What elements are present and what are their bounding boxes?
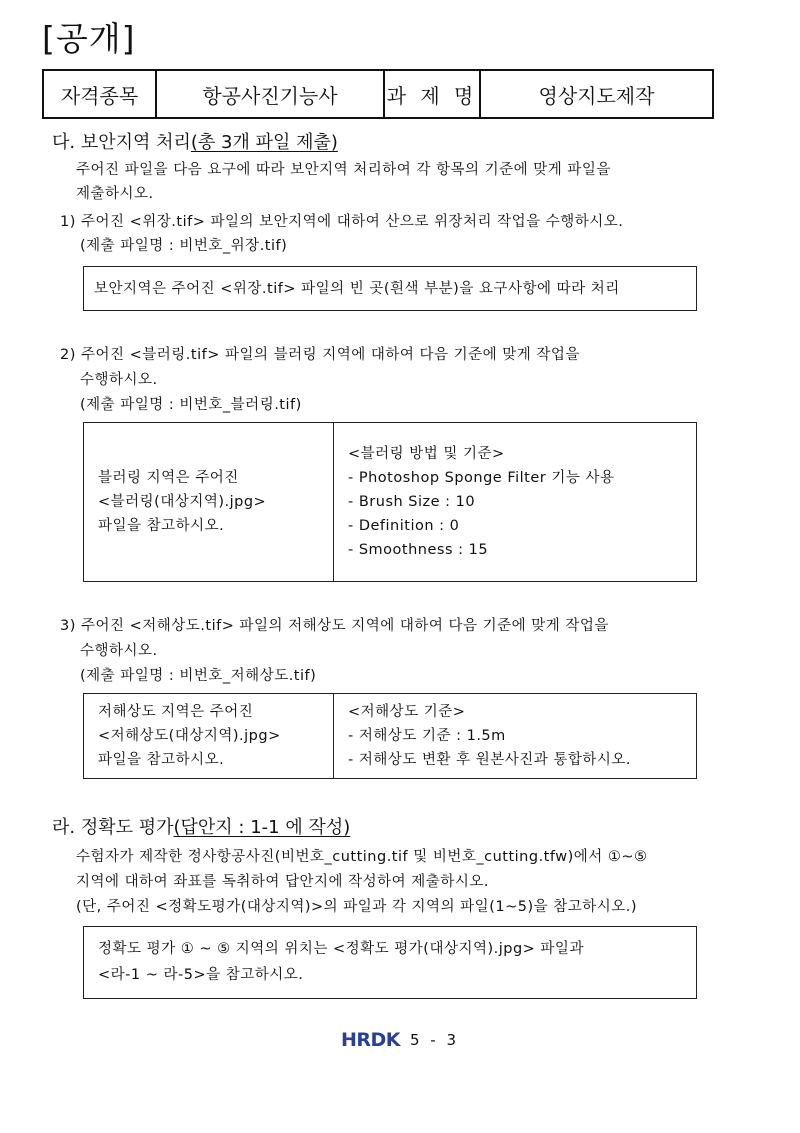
header-value-task: 영상지도제작 xyxy=(538,83,655,108)
header-table xyxy=(42,69,714,119)
header-label-task: 과 제 명 xyxy=(385,71,481,117)
item2-left-line: <블러링(대상지역).jpg> xyxy=(98,494,267,510)
item3-right-line: - 저해상도 기준 : 1.5m xyxy=(348,728,506,744)
item3-line2: 수행하시오. xyxy=(80,643,158,659)
section-ra-title: 라. 정확도 평가 xyxy=(52,817,174,838)
section-da-intro-2: 제출하시오. xyxy=(76,186,154,202)
section-da-title: 다. 보안지역 처리 xyxy=(52,132,191,153)
page-number: 5 - 3 xyxy=(409,1031,460,1049)
section-da-intro-1: 주어진 파일을 다음 요구에 따라 보안지역 처리하여 각 항목의 기준에 맞게 파일을 xyxy=(76,162,611,178)
item2-left-line: 블러링 지역은 주어진 xyxy=(98,470,239,486)
section-ra-box-line2: <라-1 ~ 라-5>을 참고하시오. xyxy=(98,967,304,983)
section-ra-box xyxy=(83,926,697,999)
item3-left-line: <저해상도(대상지역).jpg> xyxy=(98,728,281,744)
item2-line1: 2) 주어진 <블러링.tif> 파일의 블러링 지역에 대하여 다음 기준에 맞게 작업을 xyxy=(60,347,580,363)
item3-box xyxy=(83,693,697,779)
section-ra-line3: (단, 주어진 <정확도평가(대상지역)>의 파일과 각 지역의 파일(1~5)을 참고하시오.) xyxy=(76,899,638,915)
hrdk-logo: HRDK xyxy=(340,1029,400,1051)
item3-right-line: <저해상도 기준> xyxy=(348,704,466,720)
public-stamp: [공개] xyxy=(42,19,136,58)
header-label-qualification: 자격종목 xyxy=(44,71,157,117)
section-ra-line1: 수험자가 제작한 정사항공사진(비번호_cutting.tif 및 비번호_cutting.tfw)에서 ①~⑤ xyxy=(76,849,648,865)
item2-box xyxy=(83,422,697,582)
section-ra-line2: 지역에 대하여 좌표를 독취하여 답안지에 작성하여 제출하시오. xyxy=(76,874,489,890)
item1-box-text: 보안지역은 주어진 <위장.tif> 파일의 빈 곳(흰색 부분)을 요구사항에 따라 처리 xyxy=(94,281,620,297)
item1-line2: (제출 파일명 : 비번호_위장.tif) xyxy=(80,238,288,254)
header-value-qualification: 항공사진기능사 xyxy=(157,71,385,117)
section-ra-heading xyxy=(52,815,350,841)
item2-right-line: - Brush Size : 10 xyxy=(348,494,476,510)
item3-left-line: 파일을 참고하시오. xyxy=(98,752,225,768)
item3-line1: 3) 주어진 <저해상도.tif> 파일의 저해상도 지역에 대하여 다음 기준에 맞게 작업을 xyxy=(60,618,609,634)
section-ra-title-paren: (답안지 : 1-1 에 작성) xyxy=(173,817,351,838)
section-ra-box-line1: 정확도 평가 ① ~ ⑤ 지역의 위치는 <정확도 평가(대상지역).jpg> 파일과 xyxy=(98,941,584,957)
item3-line3: (제출 파일명 : 비번호_저해상도.tif) xyxy=(80,668,317,684)
item1-box xyxy=(83,266,697,311)
item1-line1: 1) 주어진 <위장.tif> 파일의 보안지역에 대하여 산으로 위장처리 작업을 수행하시오. xyxy=(60,214,624,230)
page-footer xyxy=(0,1029,800,1051)
item2-right-line: - Photoshop Sponge Filter 기능 사용 xyxy=(348,470,615,486)
item2-line3: (제출 파일명 : 비번호_블러링.tif) xyxy=(80,397,302,413)
item2-box-left xyxy=(84,423,334,581)
section-da-title-paren: (총 3개 파일 제출) xyxy=(190,132,338,153)
item2-line2: 수행하시오. xyxy=(80,372,158,388)
item2-left-line: 파일을 참고하시오. xyxy=(98,518,225,534)
item2-right-line: - Smoothness : 15 xyxy=(348,542,489,558)
item2-right-line: - Definition : 0 xyxy=(348,518,460,534)
item3-left-line: 저해상도 지역은 주어진 xyxy=(98,704,254,720)
section-da-heading xyxy=(52,130,338,156)
item3-right-line: - 저해상도 변환 후 원본사진과 통합하시오. xyxy=(348,752,632,768)
item2-right-line: <블러링 방법 및 기준> xyxy=(348,446,505,462)
item2-box-right xyxy=(334,423,696,581)
item3-box-right xyxy=(334,694,696,778)
item3-box-left xyxy=(84,694,334,778)
